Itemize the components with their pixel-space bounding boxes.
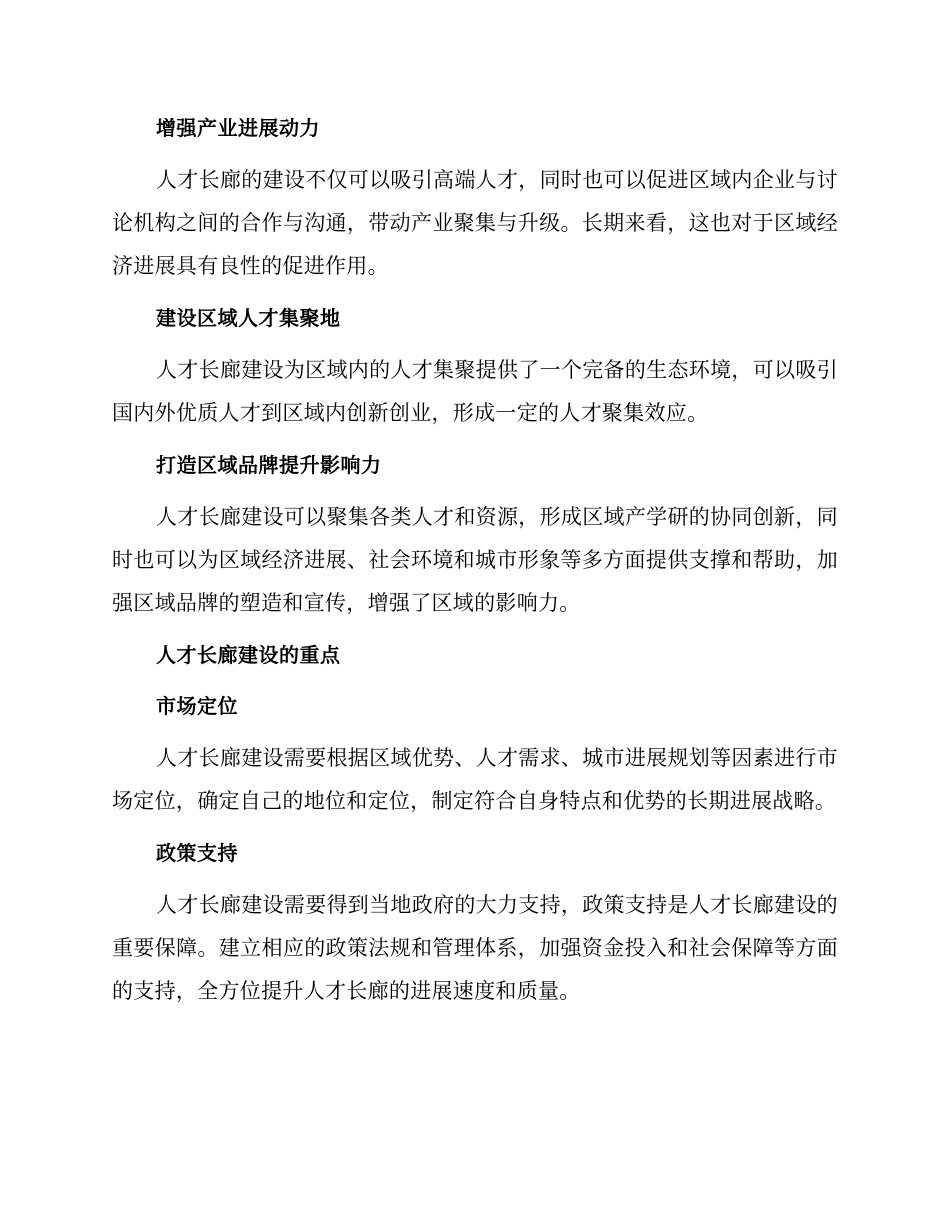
section-heading: 市场定位 (156, 694, 238, 718)
section-heading: 政策支持 (156, 841, 238, 865)
body-paragraph: 人才长廊建设需要得到当地政府的大力支持，政策支持是人才长廊建设的重要保障。建立相应的政策法规和管理体系，加强资金投入和社会保障等方面的支持，全方位提升人才长廊的进展速度和质量。 (112, 893, 838, 1003)
body-paragraph: 人才长廊建设需要根据区域优势、人才需求、城市进展规划等因素进行市场定位，确定自己的地位和定位，制定符合自身特点和优势的长期进展战略。 (112, 746, 838, 813)
body-paragraph: 人才长廊建设为区域内的人才集聚提供了一个完备的生态环境，可以吸引国内外优质人才到区域内创新创业，形成一定的人才聚集效应。 (112, 358, 838, 425)
section-heading: 人才长廊建设的重点 (156, 643, 341, 667)
section-heading: 打造区域品牌提升影响力 (156, 453, 382, 477)
body-paragraph: 人才长廊的建设不仅可以吸引高端人才，同时也可以促进区域内企业与讨论机构之间的合作与沟通，带动产业聚集与升级。长期来看，这也对于区域经济进展具有良性的促进作用。 (112, 168, 838, 278)
section-heading: 建设区域人才集聚地 (156, 306, 341, 330)
section-heading: 增强产业进展动力 (156, 116, 320, 140)
body-paragraph: 人才长廊建设可以聚集各类人才和资源，形成区域产学研的协同创新，同时也可以为区域经济进展、社会环境和城市形象等多方面提供支撑和帮助，加强区域品牌的塑造和宣传，增强了区域的影响力。 (112, 505, 838, 615)
